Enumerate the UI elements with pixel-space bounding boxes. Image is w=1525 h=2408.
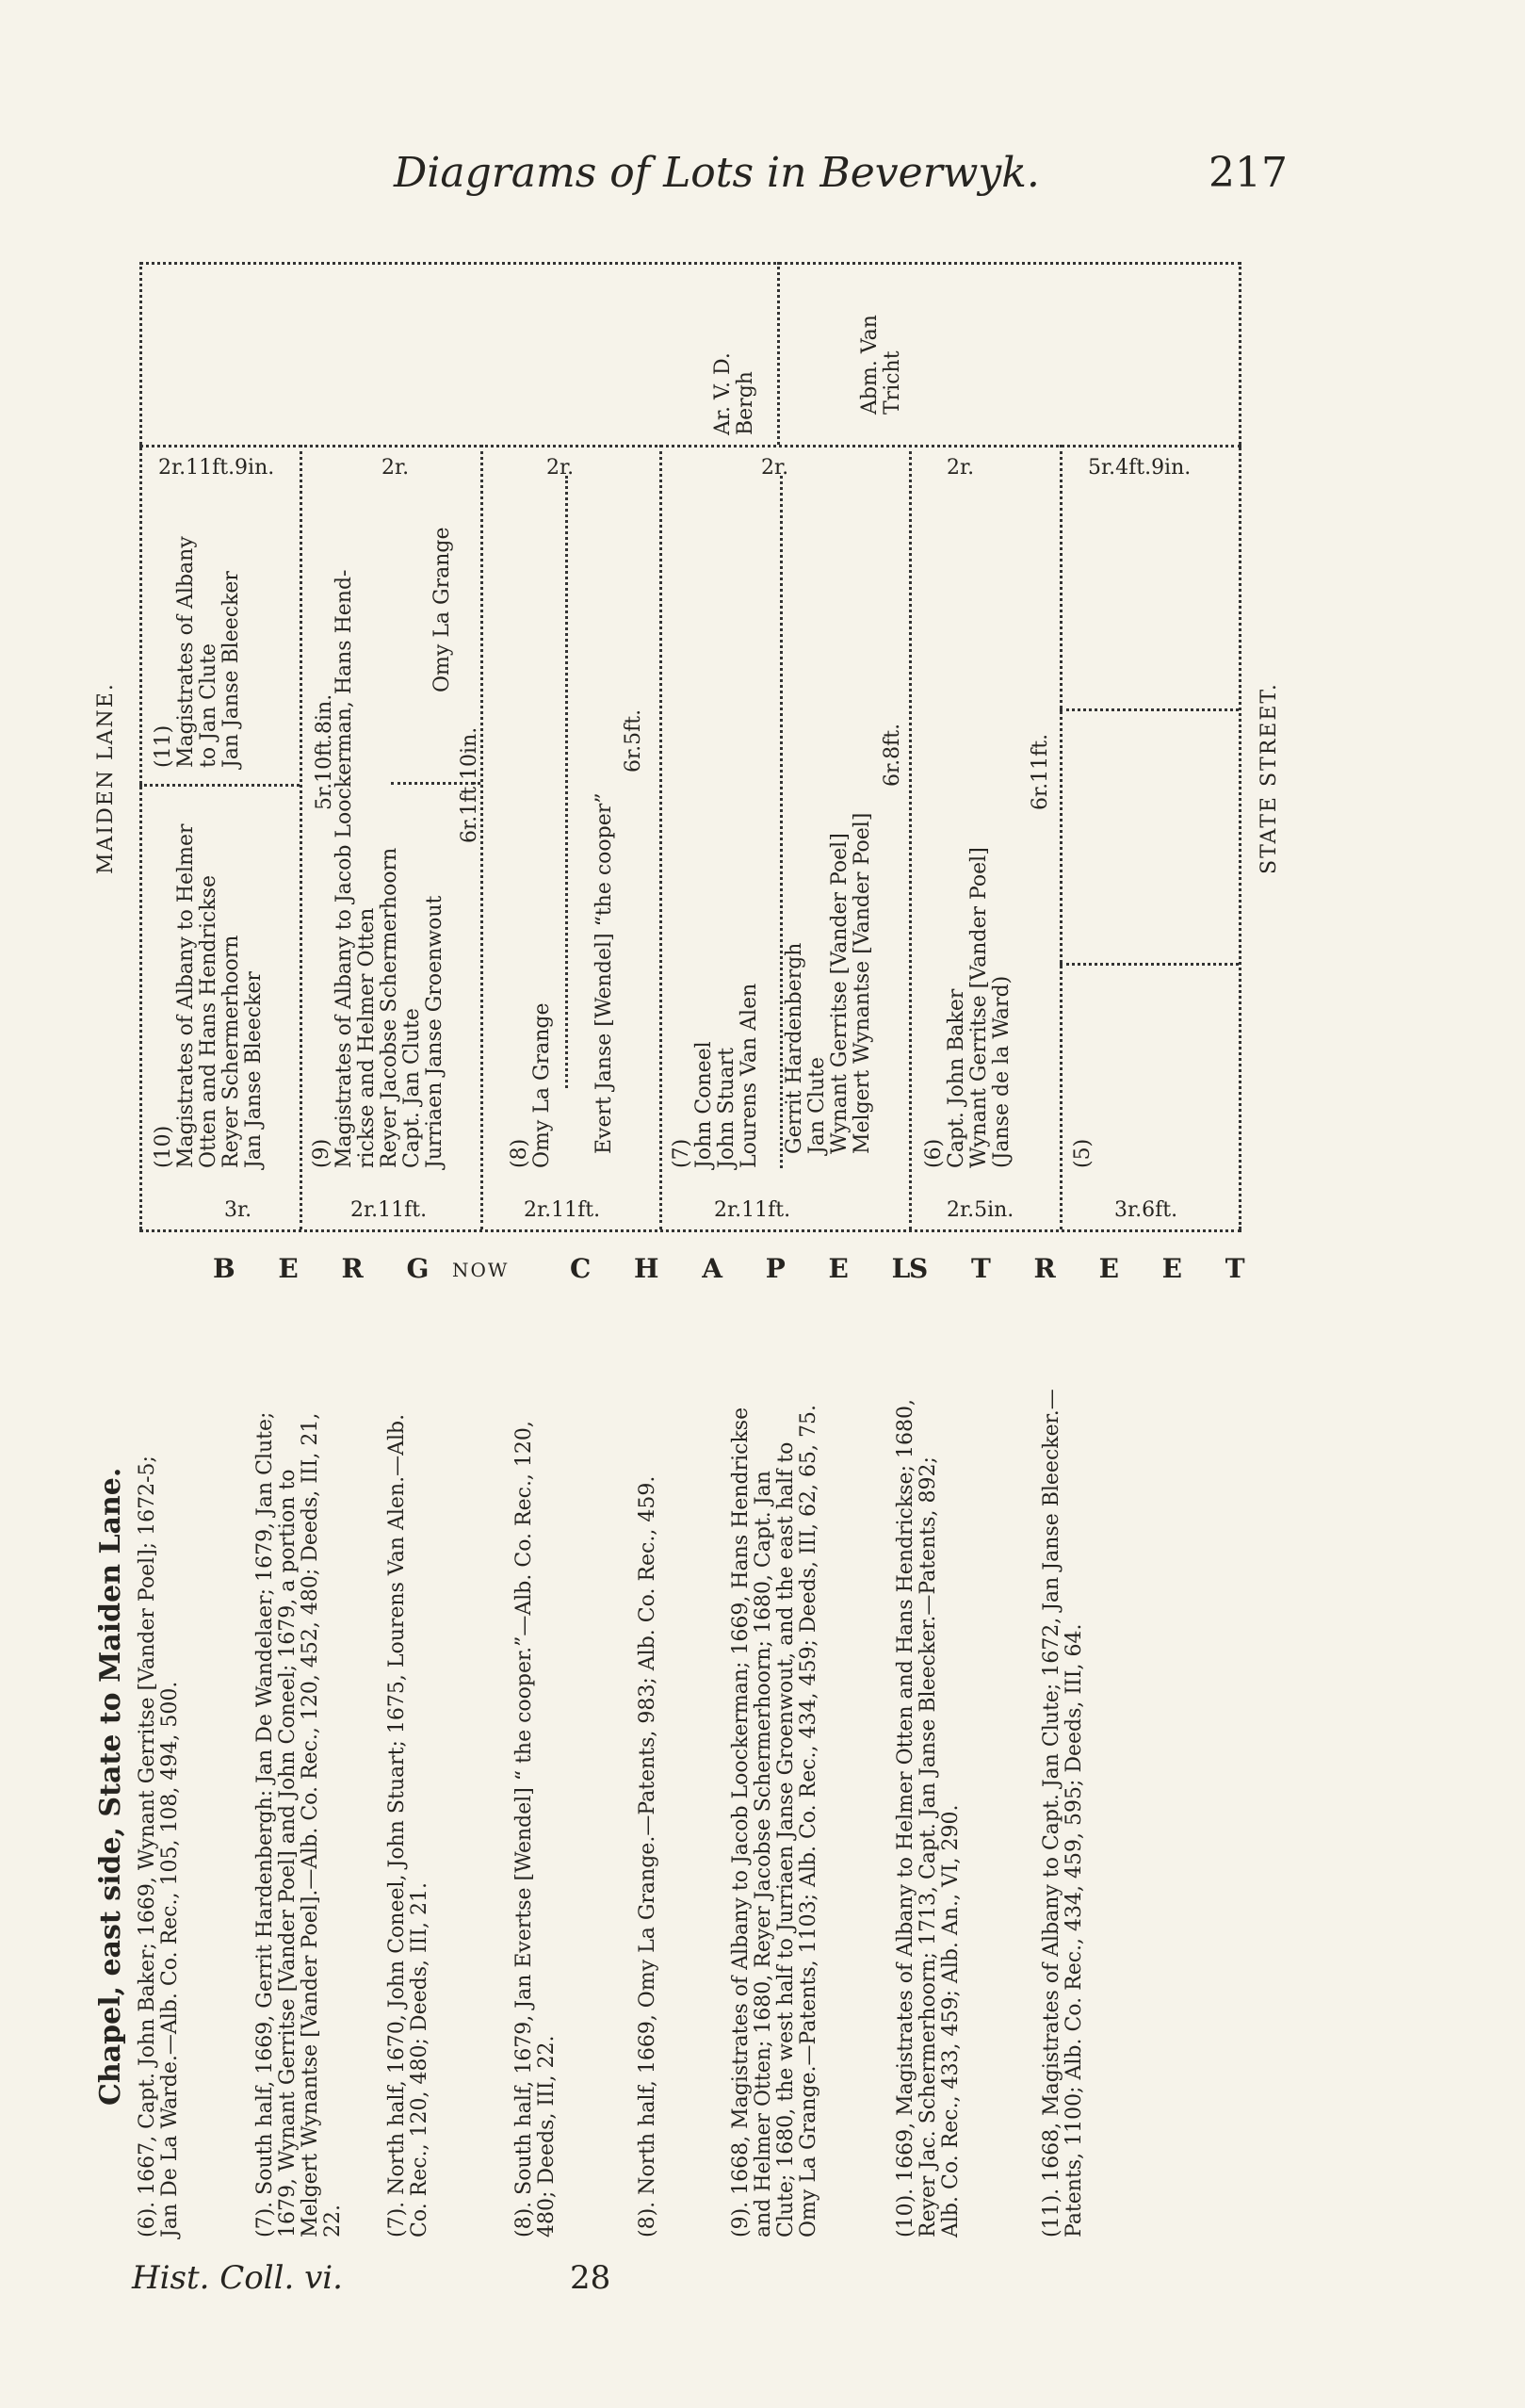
lot-9: (9) Magistrates of Albany to Jacob Loockerman, Hans Hend- rickse and Helmer Otten Reyer Jacobse Schermerhoorn Capt. Jan Clute Jurriaen Janse Groenwout	[310, 569, 446, 1168]
lot-5: (5)	[1071, 1138, 1095, 1168]
note-entry: (10). 1669, Magistrates of Albany to Helmer Otten and Hans Hendrickse; 1680, Reyer Jac. Schermerhoorn; 1713, Capt. Jan Janse Bleecker.—Patents, 892; Alb. Co. Rec., 433, 459; Alb. An., VI, 290.	[894, 1399, 963, 2237]
lot8-evert: Evert Janse [Wendel] “the cooper”	[592, 792, 616, 1154]
lot5-lower-line	[1060, 963, 1239, 966]
bottom-measure: 3r.	[224, 1198, 252, 1222]
diagram-right-border	[1239, 262, 1241, 1229]
lot-divider-4	[909, 445, 912, 1229]
top-measure: 2r.	[947, 456, 975, 480]
note-entry: (8). South half, 1679, Jan Evertse [Wendel] “ the cooper.”—Alb. Co. Rec., 120, 480; Deeds, III, 22.	[512, 1421, 559, 2237]
footer-collection: Hist. Coll. vi.	[132, 2259, 343, 2297]
lot9-omy: Omy La Grange	[430, 527, 454, 692]
diagram-upper-line	[139, 445, 1241, 447]
footer-signature: 28	[570, 2259, 611, 2297]
lot-11: (11) Magistrates of Albany to Jan Clute Jan Janse Bleecker	[152, 536, 243, 768]
street-word-now: NOW	[452, 1259, 510, 1281]
page-title: Diagrams of Lots in Beverwyk.	[394, 149, 1040, 197]
lot9-measure: 5r.10ft.8in.	[313, 693, 336, 810]
lot5-upper-line	[1060, 708, 1239, 711]
upper-divider	[777, 262, 780, 445]
note-entry: (6). 1667, Capt. John Baker; 1669, Wynant Gerritse [Vander Poel]; 1672-5; Jan De La Warde.—Alb. Co. Rec., 105, 108, 494, 500.	[136, 1456, 182, 2237]
note-entry: (7). North half, 1670, John Coneel, John Stuart; 1675, Lourens Van Alen.—Alb. Co. Rec., 120, 480; Deeds, III, 21.	[385, 1413, 431, 2237]
bottom-measure: 2r.5in.	[947, 1198, 1014, 1222]
lot-7-south: Gerrit Hardenbergh Jan Clute Wynant Gerritse [Vander Poel] Melgert Wynantse [Vander Poel]	[783, 812, 874, 1154]
notes-title: Chapel, east side, State to Maiden Lane.	[94, 1467, 127, 2106]
diagram-bottom-border	[139, 1229, 1241, 1232]
diagram-left-border	[139, 262, 142, 1229]
bottom-measure: 2r.11ft.	[524, 1198, 601, 1222]
street-word-chapel: C H A P E L	[570, 1253, 928, 1284]
lot-7: (7) John Coneel John Stuart Lourens Van Alen	[670, 983, 761, 1168]
page-number: 217	[1209, 149, 1288, 197]
bottom-measure: 2r.11ft.	[714, 1198, 791, 1222]
top-measure: 2r.	[761, 456, 789, 480]
note-entry: (8). North half, 1669, Omy La Grange.—Patents, 983; Alb. Co. Rec., 459.	[636, 1475, 659, 2237]
top-measure: 5r.4ft.9in.	[1088, 456, 1192, 480]
lot8-split-line	[565, 476, 568, 1088]
bottom-measure: 2r.11ft.	[350, 1198, 428, 1222]
note-entry: (11). 1668, Magistrates of Albany to Capt. Jan Clute; 1672, Jan Janse Bleecker.— Patents, 1100; Alb. Co. Rec., 434, 459, 595; Deeds, III, 64.	[1040, 1389, 1086, 2237]
maiden-lane-label: MAIDEN LANE.	[94, 682, 118, 874]
lot8-measure: 6r.5ft.	[622, 708, 645, 773]
lot-van-tricht: Abm. Van Tricht	[858, 315, 904, 415]
bottom-measure: 3r.6ft.	[1114, 1198, 1178, 1222]
lot10-11-line	[139, 784, 300, 787]
lot-divider-5	[1060, 445, 1063, 1229]
top-measure: 2r.	[381, 456, 410, 480]
street-word-berg: B E R G	[213, 1253, 446, 1284]
top-measure: 2r.	[546, 456, 575, 480]
lot-divider-1	[300, 445, 302, 1229]
lot6-measure: 6r.11ft.	[1029, 733, 1052, 810]
note-entry: (9). 1668, Magistrates of Albany to Jacob Loockerman; 1669, Hans Hendrickse and Helmer Otten; 1680, Reyer Jacobse Schermerhoorn; 1680, Capt. Jan Clute; 1680, the west half to Jurriaen Janse Groenwout, and the east half to Omy La Grange.—Patents, 1103; Alb. Co. Rec., 434, 459; Deeds, III, 62, 65, 75.	[729, 1405, 820, 2237]
note-entry: (7). South half, 1669, Gerrit Hardenbergh: Jan De Wandelaer; 1679, Jan Clute; 1679, Wynant Gerritse [Vander Poel] and John Coneel; 1679, a portion to Melgert Wynantse [Vander Poel].—Alb. Co. Rec., 120, 452, 480; Deeds, III, 21, 22.	[253, 1411, 345, 2237]
lot7-measure: 6r.8ft.	[881, 723, 904, 787]
lot-van-bergh: Ar. V. D. Bergh	[711, 352, 757, 435]
lot9-measure: 6r.1ft.10in.	[458, 726, 481, 843]
state-street-label: STATE STREET.	[1257, 682, 1281, 874]
lot-divider-3	[659, 445, 662, 1229]
top-measure: 2r.11ft.9in.	[158, 456, 275, 480]
street-word-street: S T R E E T	[909, 1253, 1262, 1284]
diagram-top-border	[139, 262, 1241, 265]
lot-8: (8) Omy La Grange	[508, 1002, 554, 1168]
lot-6: (6) Capt. John Baker Wynant Gerritse [Vander Poel] (Janse de la Ward)	[922, 847, 1014, 1168]
lot-10: (10) Magistrates of Albany to Helmer Otten and Hans Hendrickse Reyer Schermerhoorn Jan Janse Bleecker	[152, 823, 266, 1168]
